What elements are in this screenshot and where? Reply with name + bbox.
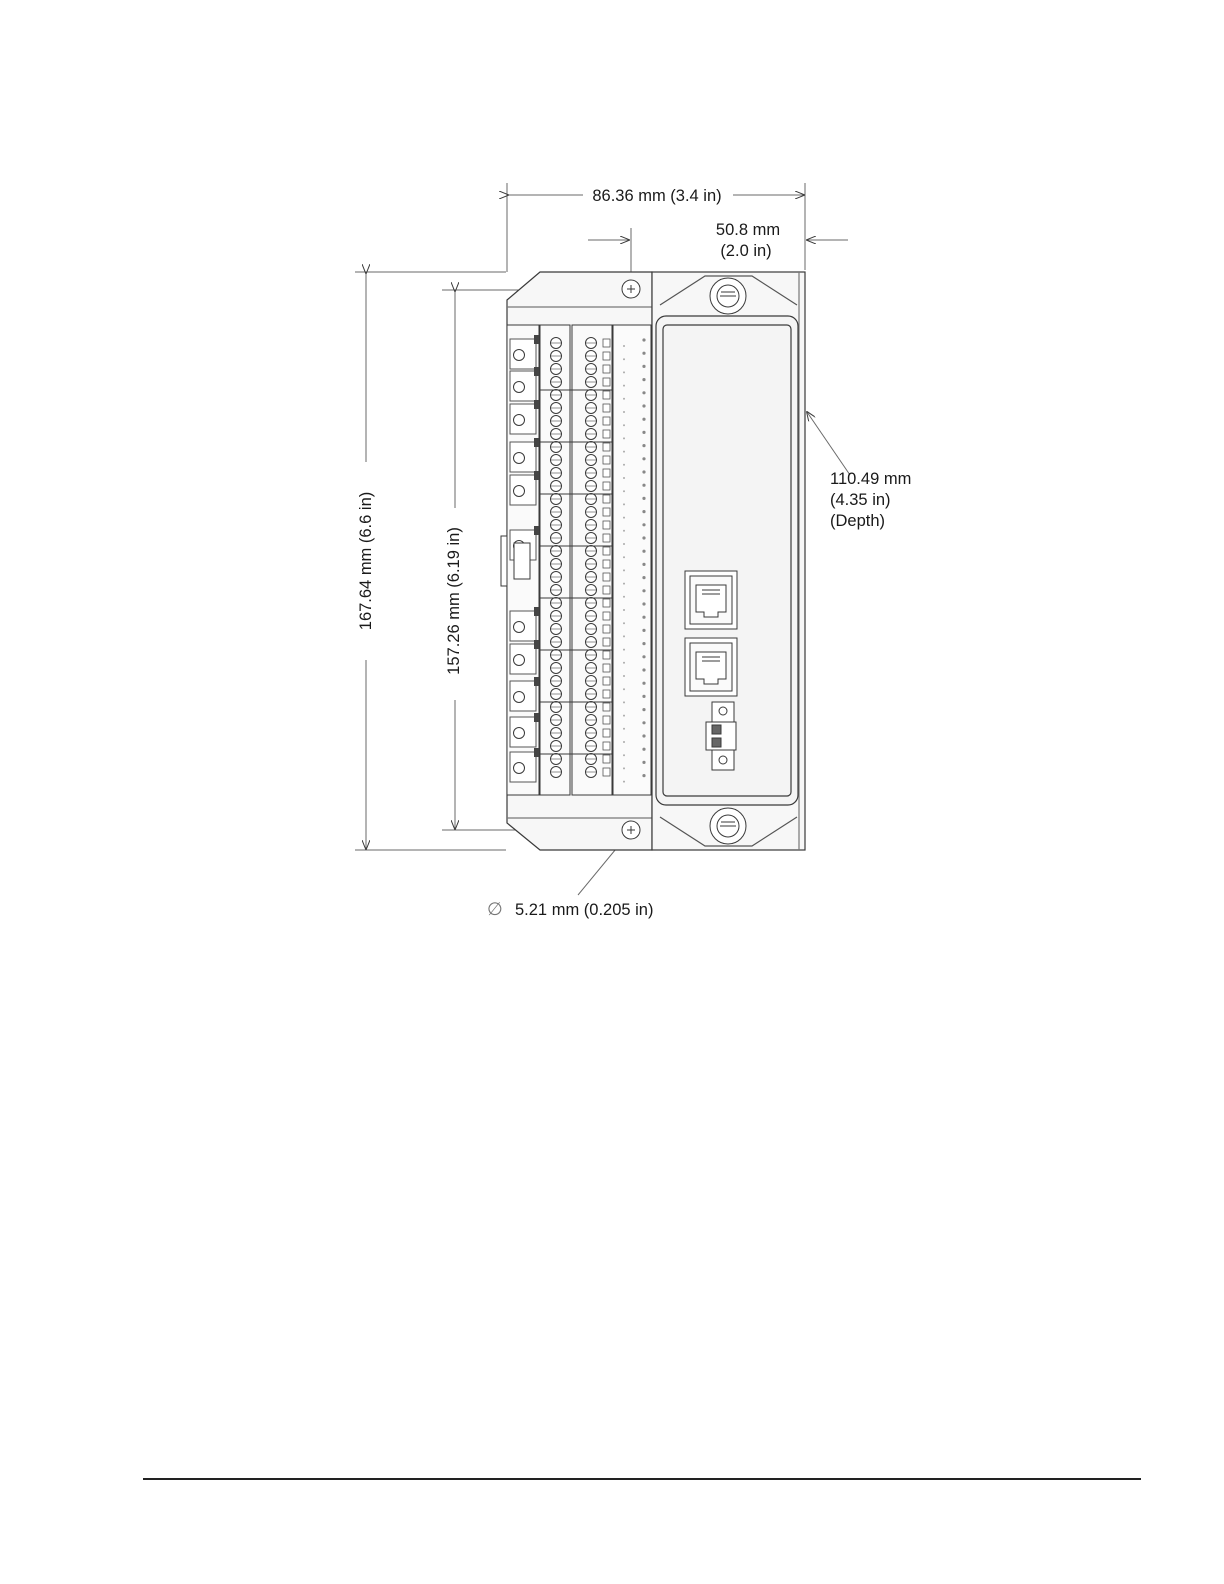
diameter-symbol-icon: ∅: [487, 899, 503, 919]
ethernet-port-1-icon: [685, 571, 737, 629]
depth-label-line1: 110.49 mm: [830, 470, 912, 488]
mounting-height-label: 157.26 mm (6.19 in): [445, 527, 463, 675]
din-clip: [501, 536, 530, 586]
thumb-screw-bottom: [710, 808, 746, 844]
mount-hole-top: [622, 280, 640, 298]
thumb-screw-top: [710, 278, 746, 314]
footer-rule: [143, 1478, 1141, 1480]
ethernet-port-2-icon: [685, 638, 737, 696]
hole-diameter-label: 5.21 mm (0.205 in): [515, 901, 654, 919]
mount-hole-bottom: [622, 821, 640, 839]
offset-dimension-label-line2: (2.0 in): [720, 242, 772, 260]
terminal-screws: [540, 325, 651, 795]
depth-label-line3: (Depth): [830, 512, 886, 530]
overall-height-label: 167.64 mm (6.6 in): [357, 491, 375, 631]
width-dimension-label: 86.36 mm (3.4 in): [592, 187, 722, 205]
depth-label-line2: (4.35 in): [830, 491, 891, 509]
offset-dimension-label-line1: 50.8 mm: [715, 221, 781, 239]
